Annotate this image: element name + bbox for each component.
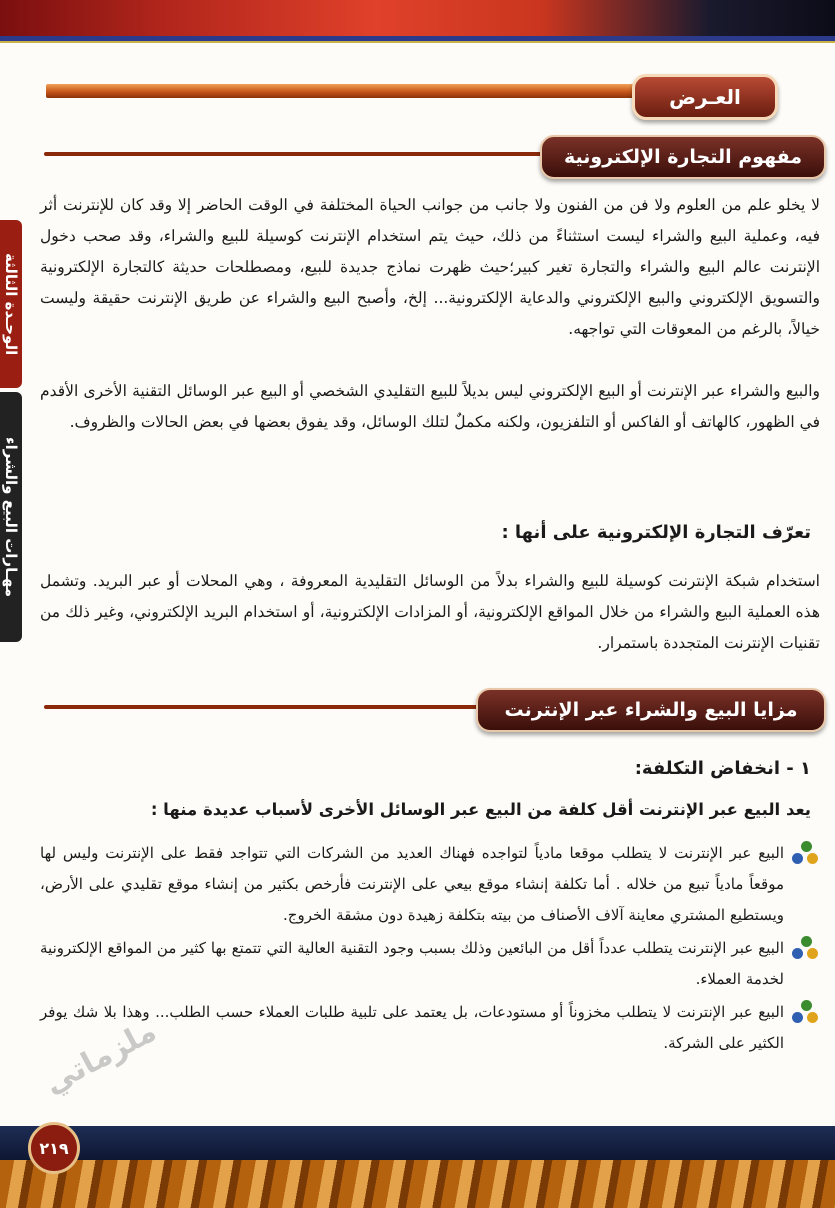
definition-heading: تعرّف التجارة الإلكترونية على أنها :: [501, 522, 811, 543]
list-item-text: البيع عبر الإنترنت لا يتطلب موقعا مادياً لتواجده فهناك العديد من الشركات التي تتواجد فقط على الإنترنت وليس لها موقعاً مادياً تبيع من خلاله . أما تكلفة إنشاء موقع بيعي على الإنترنت فأرخص بكثير من إنشاء موقع تقليدي على الأرض، ويستطيع المشتري معاينة آلاف الأصناف من بيته بتكلفة زهيدة دون مشقة الخروج.: [40, 844, 784, 924]
watermark-text: ملزماتي: [38, 1013, 163, 1102]
list-item-text: البيع عبر الإنترنت لا يتطلب مخزوناً أو مستودعات، بل يعتمد على تلبية طلبات العملاء حسب الطلب... وهذا بلا شك يوفر الكثير على الشركة.: [40, 1003, 784, 1052]
item-heading: ١ - انخفاض التكلفة:: [634, 758, 811, 779]
section-label: العـرض: [669, 85, 741, 109]
section1-paragraph-1: لا يخلو علم من العلوم ولا فن من الفنون ولا جانب من جوانب الحياة المختلفة في الوقت الحاضر إلا وقد كان للإنترنت أثر فيه، وعملية البيع والشراء ليست استثناءً من ذلك، حيث يتم استخدام الإنترنت كوسيلة للبيع والشراء، وقد صحب دخول الإنترنت عالم البيع والشراء والتجارة تغير كبير؛حيث ظهرت نماذج جديدة للبيع، ومصطلحات حديثة كالتجارة الإلكترونية والتسويق الإلكتروني والبيع الإلكتروني والدعاية الإلكترونية... إلخ، وأصبح البيع والشراء عن طريق الإنترنت حقيقة وليست خيالاً، بالرغم من المعوقات التي تواجهه.: [40, 196, 820, 338]
list-item: [40, 997, 820, 1059]
header-bar: [46, 84, 646, 98]
header-photo-strip: [0, 0, 835, 36]
molecule-bullet-icon: [792, 1000, 820, 1026]
advantages-intro: يعد البيع عبر الإنترنت أقل كلفة من البيع عبر الوسائل الأخرى لأسباب عديدة منها :: [150, 800, 811, 819]
page-number-badge: [28, 1122, 80, 1174]
subject-side-tab: [0, 392, 22, 642]
section2-title-badge: [476, 688, 826, 732]
section1-title-badge: [540, 135, 826, 179]
footer-band: [0, 1126, 835, 1160]
molecule-bullet-icon: [792, 936, 820, 962]
molecule-bullet-icon: [792, 841, 820, 867]
definition-text: استخدام شبكة الإنترنت كوسيلة للبيع والشراء بدلاً من الوسائل التقليدية المعروفة ، وهي المحلات أو عبر البريد. وتشمل هذه العملية البيع والشراء من خلال المواقع الإلكترونية، أو المزادات الإلكترونية، أو استخدام البريد الإلكتروني، وغير ذلك من تقنيات الإنترنت المتجددة باستمرار.: [40, 572, 820, 652]
section1-title-line: [44, 152, 544, 156]
advantages-list: [40, 838, 820, 1061]
section1-title: مفهوم التجارة الإلكترونية: [563, 146, 803, 168]
section2-title-line: [44, 705, 484, 709]
section1-paragraph-2: والبيع والشراء عبر الإنترنت أو البيع الإلكتروني ليس بديلاً للبيع التقليدي الشخصي أو البيع عبر الوسائل التقنية الأخرى الأقدم في الظهور، كالهاتف أو الفاكس أو التلفزيون، ولكنه مكملٌ لتلك الوسائل، وقد يفوق بعضها في بعض الحالات والظروف.: [40, 382, 820, 431]
page-number: ٢١٩: [39, 1138, 69, 1158]
subject-label: مهـارات البيع والشراء: [2, 436, 20, 597]
section2-title: مزايا البيع والشراء عبر الإنترنت: [504, 699, 798, 721]
unit-label: الوحـدة الثالثة: [2, 252, 20, 356]
header-divider-gold: [0, 41, 835, 43]
list-item: [40, 838, 820, 931]
footer-stripe: [0, 1160, 835, 1208]
unit-side-tab: [0, 220, 22, 388]
section-label-badge: [632, 74, 778, 120]
list-item: [40, 933, 820, 995]
list-item-text: البيع عبر الإنترنت يتطلب عدداً أقل من البائعين وذلك بسبب وجود التقنية العالية التي تتمتع بها كثير من المواقع الإلكترونية لخدمة العملاء.: [40, 939, 784, 988]
